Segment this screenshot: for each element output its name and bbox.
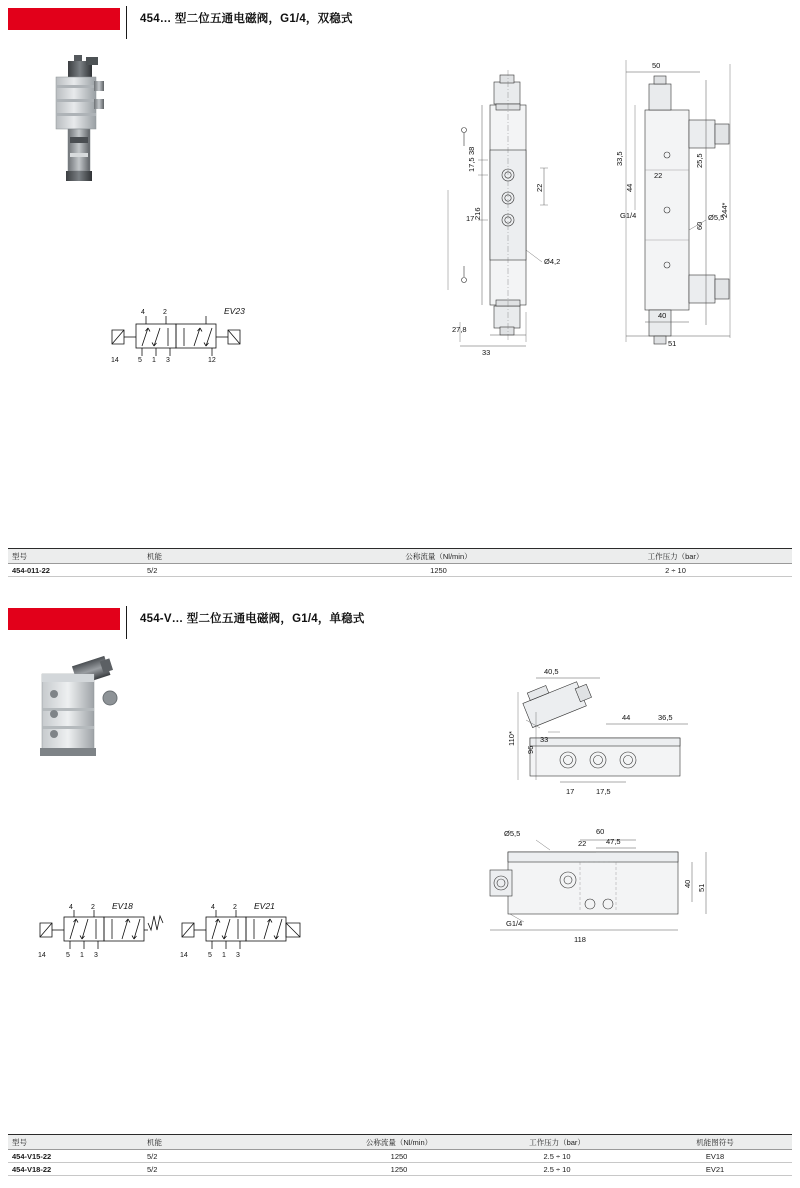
svg-text:4: 4 xyxy=(69,904,73,911)
table-row xyxy=(8,1163,792,1176)
dim-51-b: 51 xyxy=(697,883,706,892)
dim-60-b: 60 xyxy=(596,827,605,836)
col-function-2: 机能 xyxy=(147,1137,162,1147)
cell-function: 5/2 xyxy=(147,1151,158,1161)
svg-text:1: 1 xyxy=(152,357,156,364)
dim-hole-5-5-b: Ø5,5 xyxy=(504,829,521,838)
col-model-2: 型号 xyxy=(12,1137,27,1147)
svg-text:4: 4 xyxy=(211,904,215,911)
dim-33-5: 33,5 xyxy=(615,151,624,166)
dim-17: 17 xyxy=(466,214,475,223)
spec-table-2 xyxy=(8,1134,792,1176)
cell-model: 454-011-22 xyxy=(12,565,50,575)
cell-flow: 1250 xyxy=(390,1164,408,1174)
dim-22-front: 22 xyxy=(535,183,544,192)
svg-text:2: 2 xyxy=(91,904,95,911)
section-title-1: 454… 型二位五通电磁阀，G1/4，双稳式 xyxy=(140,13,353,25)
dim-40: 40 xyxy=(658,311,667,320)
technical-drawing-2-top xyxy=(440,650,740,800)
header-divider-2 xyxy=(126,606,127,639)
cell-function: 5/2 xyxy=(147,565,158,575)
dim-33: 33 xyxy=(482,348,491,357)
dim-33-top: 33 xyxy=(540,735,549,744)
svg-text:14: 14 xyxy=(180,952,188,959)
cell-model: 454-V18-22 xyxy=(12,1164,52,1174)
product-photo-2 xyxy=(24,648,134,768)
table-header-row-2 xyxy=(8,1135,792,1150)
dim-40-b: 40 xyxy=(683,879,692,888)
svg-text:12: 12 xyxy=(208,357,216,364)
dim-22-side: 22 xyxy=(654,171,663,180)
dim-244: 244* xyxy=(720,202,729,218)
circuit-symbol-ev23 xyxy=(108,300,268,370)
dim-50: 50 xyxy=(652,61,661,70)
svg-text:14: 14 xyxy=(38,952,46,959)
dim-110: 110* xyxy=(507,731,516,746)
svg-text:1: 1 xyxy=(80,952,84,959)
dim-44-top: 44 xyxy=(622,713,631,722)
svg-text:1: 1 xyxy=(222,952,226,959)
circuit-symbol-ev21 xyxy=(178,901,308,965)
table-header-row xyxy=(8,549,792,564)
technical-drawing-2-bottom xyxy=(440,818,740,958)
cell-flow: 1250 xyxy=(390,1151,408,1161)
cell-symbol: EV21 xyxy=(705,1164,725,1174)
dim-hole-5-5: Ø5,5 xyxy=(708,213,725,222)
dim-27-8: 27,8 xyxy=(452,325,467,334)
symbol-label-ev21: EV21 xyxy=(254,901,275,911)
cell-pressure: 2.5 ÷ 10 xyxy=(543,1164,571,1174)
spec-table-1 xyxy=(8,548,792,577)
svg-text:5: 5 xyxy=(138,357,142,364)
dim-118: 118 xyxy=(574,935,586,944)
product-photo-1 xyxy=(30,55,140,190)
symbol-label-1: EV23 xyxy=(224,306,245,316)
col-pressure: 工作压力（bar） xyxy=(647,551,704,561)
svg-text:3: 3 xyxy=(236,952,240,959)
dim-40-5: 40,5 xyxy=(544,667,559,676)
cell-flow: 1250 xyxy=(430,565,447,575)
dim-216: 216 xyxy=(473,207,482,220)
dim-17-5-top: 17,5 xyxy=(596,787,611,796)
dim-17-5: 17,5 xyxy=(467,157,476,172)
svg-text:5: 5 xyxy=(208,952,212,959)
svg-text:3: 3 xyxy=(94,952,98,959)
cell-pressure: 2 ÷ 10 xyxy=(665,565,686,575)
col-function: 机能 xyxy=(147,551,162,561)
circuit-symbol-ev18 xyxy=(36,901,166,965)
dim-port-g14-b: G1/4 xyxy=(506,919,523,928)
cell-pressure: 2.5 ÷ 10 xyxy=(543,1151,571,1161)
svg-text:2: 2 xyxy=(233,904,237,911)
dim-60: 60 xyxy=(695,221,704,230)
svg-text:14: 14 xyxy=(111,357,119,364)
svg-text:4: 4 xyxy=(141,309,145,316)
symbol-label-ev18: EV18 xyxy=(112,901,133,911)
svg-text:5: 5 xyxy=(66,952,70,959)
cell-symbol: EV18 xyxy=(705,1151,725,1161)
cell-function: 5/2 xyxy=(147,1164,158,1174)
technical-drawing-1 xyxy=(430,50,790,357)
table-row xyxy=(8,1150,792,1163)
dim-96: 96 xyxy=(526,745,535,754)
accent-bar xyxy=(8,8,120,30)
svg-text:2: 2 xyxy=(163,309,167,316)
section-header-1 xyxy=(0,6,800,32)
accent-bar-2 xyxy=(8,608,120,630)
svg-text:3: 3 xyxy=(166,357,170,364)
col-flow-2: 公称流量（Nl/min） xyxy=(365,1137,433,1147)
dim-44: 44 xyxy=(625,183,634,192)
dim-38: 38 xyxy=(467,146,476,155)
col-flow: 公称流量（Nl/min） xyxy=(405,551,472,561)
col-model: 型号 xyxy=(12,551,27,561)
section-header-2 xyxy=(0,606,800,632)
dim-36-5: 36,5 xyxy=(658,713,673,722)
section-title-2: 454-V… 型二位五通电磁阀，G1/4，单稳式 xyxy=(140,613,365,625)
dim-22-b: 22 xyxy=(578,839,587,848)
dim-hole-4-2: Ø4,2 xyxy=(544,257,561,266)
dim-51: 51 xyxy=(668,339,677,348)
dim-17-top: 17 xyxy=(566,787,575,796)
dim-25-5: 25,5 xyxy=(695,153,704,168)
dim-port-g14: G1/4 xyxy=(620,211,637,220)
header-divider xyxy=(126,6,127,39)
table-row xyxy=(8,564,792,577)
col-pressure-2: 工作压力（bar） xyxy=(529,1137,585,1147)
dim-47-5: 47,5 xyxy=(606,837,621,846)
col-symbol-2: 机能图符号 xyxy=(696,1137,734,1147)
cell-model: 454-V15-22 xyxy=(12,1151,52,1161)
